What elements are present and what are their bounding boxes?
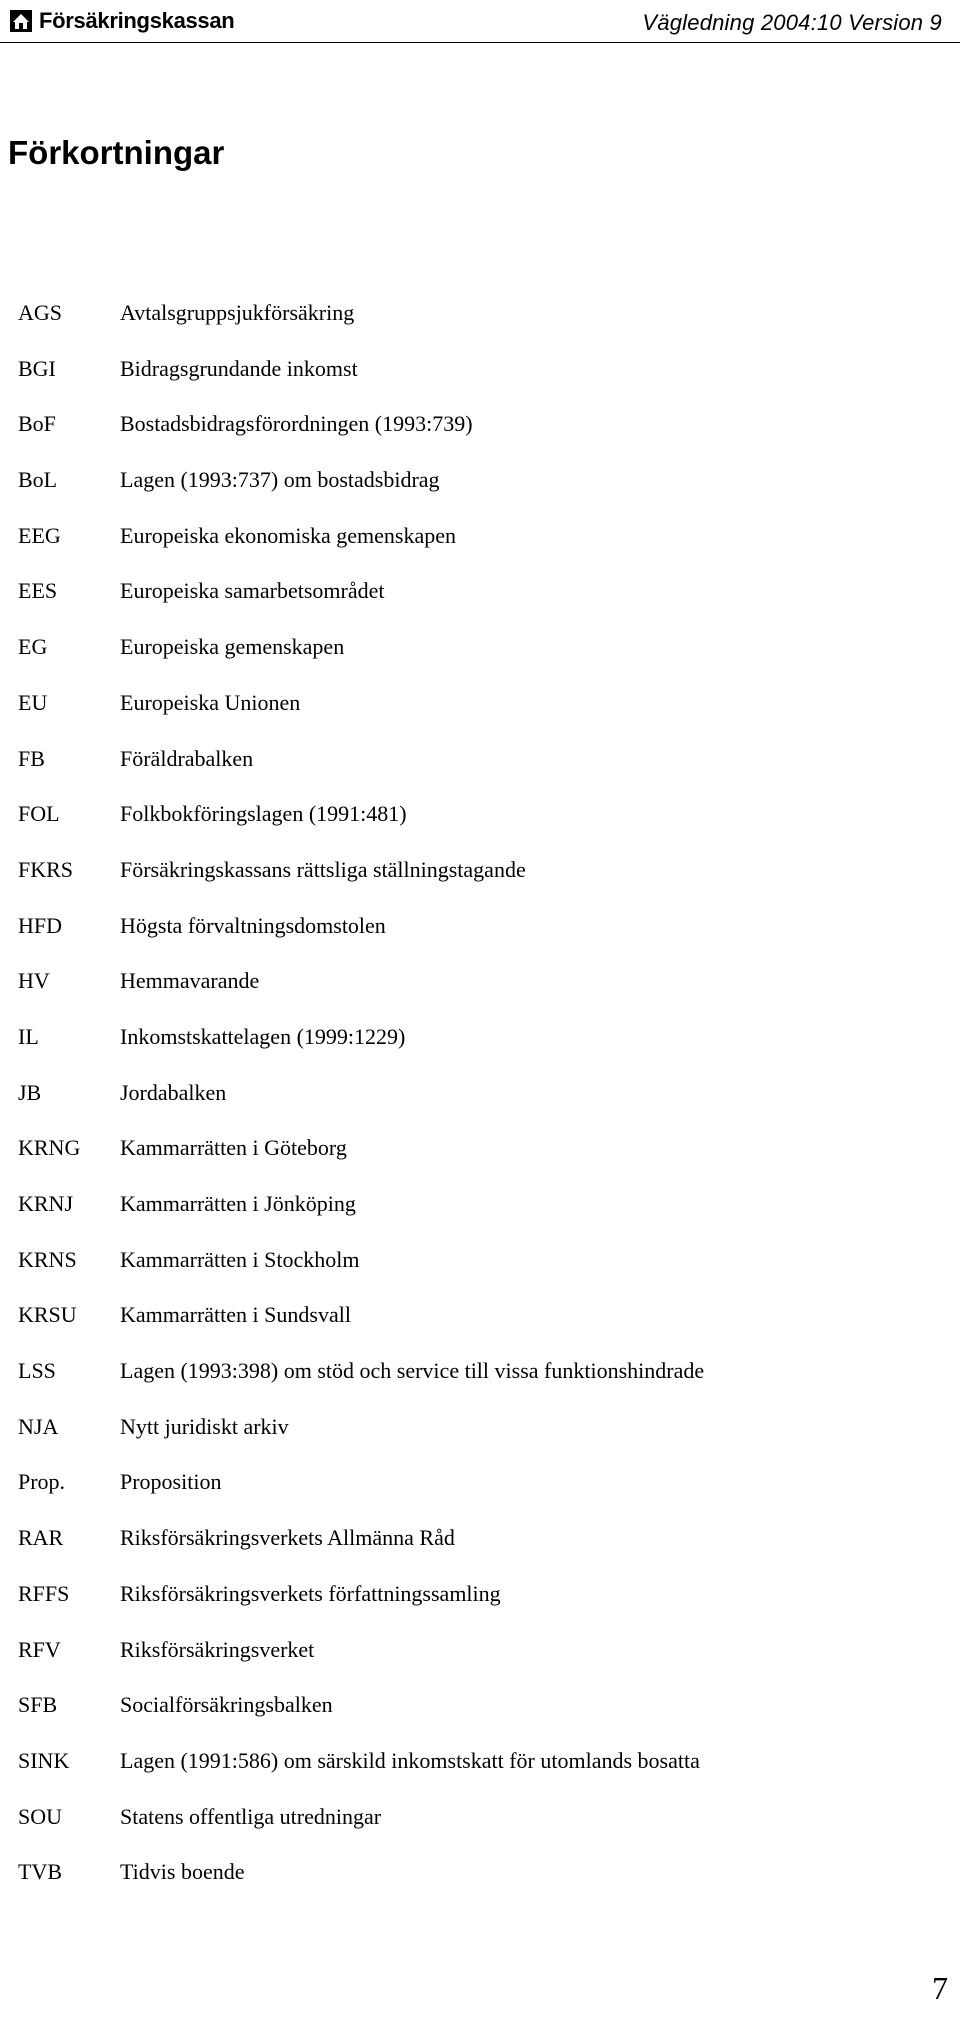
abbreviation-description: Proposition <box>120 1469 222 1495</box>
abbreviation-description: Lagen (1991:586) om särskild inkomstskatt för utomlands bosatta <box>120 1747 700 1773</box>
abbreviation-row <box>18 1414 704 1470</box>
abbreviation-term: KRSU <box>18 1302 77 1328</box>
page-number: 7 <box>932 1970 948 2006</box>
abbreviation-term: EG <box>18 634 48 660</box>
abbreviation-term: EEG <box>18 522 61 548</box>
abbreviation-description: Riksförsäkringsverkets Allmänna Råd <box>120 1525 455 1551</box>
abbreviation-term: AGS <box>18 300 63 325</box>
abbreviation-row <box>18 1080 704 1136</box>
abbreviation-row <box>18 801 704 857</box>
abbreviation-description: Europeiska samarbetsområdet <box>120 578 385 604</box>
abbreviation-row <box>18 1358 704 1414</box>
abbreviation-term: KRNG <box>18 1135 81 1161</box>
abbreviation-description: Europeiska gemenskapen <box>120 634 345 660</box>
abbreviation-term: FKRS <box>18 856 74 882</box>
abbreviation-description: Riksförsäkringsverket <box>120 1636 315 1662</box>
abbreviation-row <box>18 968 704 1024</box>
abbreviation-description: Europeiska Unionen <box>120 689 301 715</box>
abbreviation-row <box>18 1637 704 1693</box>
abbreviation-row <box>18 746 704 802</box>
abbreviation-row <box>18 1692 704 1748</box>
abbreviation-description: Kammarrätten i Sundsvall <box>120 1302 351 1328</box>
abbreviation-description: Högsta förvaltningsdomstolen <box>120 912 386 938</box>
abbreviation-term: FOL <box>18 801 60 827</box>
page-title: Förkortningar <box>8 134 225 171</box>
abbreviation-term: SINK <box>18 1747 70 1773</box>
abbreviation-term: NJA <box>18 1413 59 1439</box>
abbreviation-list <box>18 300 704 1915</box>
abbreviation-row <box>18 356 704 412</box>
abbreviation-description: Avtalsgruppsjukförsäkring <box>120 300 355 325</box>
abbreviation-term: BGI <box>18 355 56 381</box>
abbreviation-description: Bostadsbidragsförordningen (1993:739) <box>120 411 473 437</box>
abbreviation-row <box>18 467 704 523</box>
abbreviation-description: Inkomstskattelagen (1999:1229) <box>120 1023 406 1049</box>
abbreviation-row <box>18 1804 704 1860</box>
abbreviation-description: Lagen (1993:398) om stöd och service till vissa funktionshindrade <box>120 1358 705 1384</box>
abbreviation-description: Statens offentliga utredningar <box>120 1803 382 1829</box>
document-label: Vägledning 2004:10 Version 9 <box>642 10 942 35</box>
abbreviation-term: SFB <box>18 1692 58 1718</box>
abbreviation-row <box>18 1024 704 1080</box>
abbreviation-row <box>18 1748 704 1804</box>
abbreviation-term: BoF <box>18 411 56 437</box>
abbreviation-row <box>18 1191 704 1247</box>
abbreviation-term: KRNS <box>18 1246 77 1272</box>
abbreviation-term: Prop. <box>18 1469 66 1495</box>
abbreviation-description: Socialförsäkringsbalken <box>120 1692 333 1718</box>
abbreviation-description: Europeiska ekonomiska gemenskapen <box>120 522 457 548</box>
logo <box>10 8 234 34</box>
abbreviation-description: Bidragsgrundande inkomst <box>120 355 358 381</box>
abbreviation-description: Riksförsäkringsverkets författningssamling <box>120 1580 501 1606</box>
page-header <box>0 0 960 43</box>
abbreviation-row <box>18 1525 704 1581</box>
abbreviation-description: Hemmavarande <box>120 968 260 994</box>
abbreviation-row <box>18 523 704 579</box>
abbreviation-row <box>18 1581 704 1637</box>
abbreviation-description: Kammarrätten i Jönköping <box>120 1191 356 1216</box>
abbreviation-term: EES <box>18 578 58 604</box>
abbreviation-term: HV <box>18 968 50 994</box>
abbreviation-term: SOU <box>18 1803 63 1829</box>
abbreviation-row <box>18 1247 704 1303</box>
abbreviation-row <box>18 913 704 969</box>
abbreviation-term: TVB <box>18 1859 62 1885</box>
abbreviation-term: HFD <box>18 912 63 938</box>
abbreviation-description: Kammarrätten i Göteborg <box>120 1135 347 1161</box>
abbreviation-row <box>18 1302 704 1358</box>
logo-text: Försäkringskassan <box>39 8 235 33</box>
abbreviation-description: Lagen (1993:737) om bostadsbidrag <box>120 467 440 493</box>
house-logo-icon <box>10 10 32 32</box>
abbreviation-description: Kammarrätten i Stockholm <box>120 1246 360 1272</box>
abbreviation-row <box>18 857 704 913</box>
abbreviation-term: RAR <box>18 1525 64 1551</box>
abbreviation-term: KRNJ <box>18 1191 74 1216</box>
abbreviation-row <box>18 634 704 690</box>
abbreviation-description: Jordabalken <box>120 1079 227 1105</box>
abbreviation-description: Tidvis boende <box>120 1859 245 1885</box>
abbreviation-description: Nytt juridiskt arkiv <box>120 1413 289 1439</box>
abbreviation-term: FB <box>18 745 45 771</box>
abbreviation-term: RFV <box>18 1636 61 1662</box>
abbreviation-row <box>18 1859 704 1915</box>
abbreviation-row <box>18 1135 704 1191</box>
abbreviation-term: RFFS <box>18 1580 70 1606</box>
abbreviation-description: Folkbokföringslagen (1991:481) <box>120 801 407 827</box>
abbreviation-term: IL <box>18 1023 39 1049</box>
abbreviation-row <box>18 411 704 467</box>
abbreviation-row <box>18 578 704 634</box>
abbreviation-term: EU <box>18 689 48 715</box>
abbreviation-row <box>18 1469 704 1525</box>
abbreviation-term: LSS <box>18 1358 56 1384</box>
abbreviation-term: BoL <box>18 467 58 493</box>
abbreviation-row <box>18 300 704 356</box>
abbreviation-row <box>18 690 704 746</box>
abbreviation-term: JB <box>18 1079 42 1105</box>
abbreviation-description: Föräldrabalken <box>120 745 254 771</box>
abbreviation-description: Försäkringskassans rättsliga ställningstagande <box>120 856 526 882</box>
